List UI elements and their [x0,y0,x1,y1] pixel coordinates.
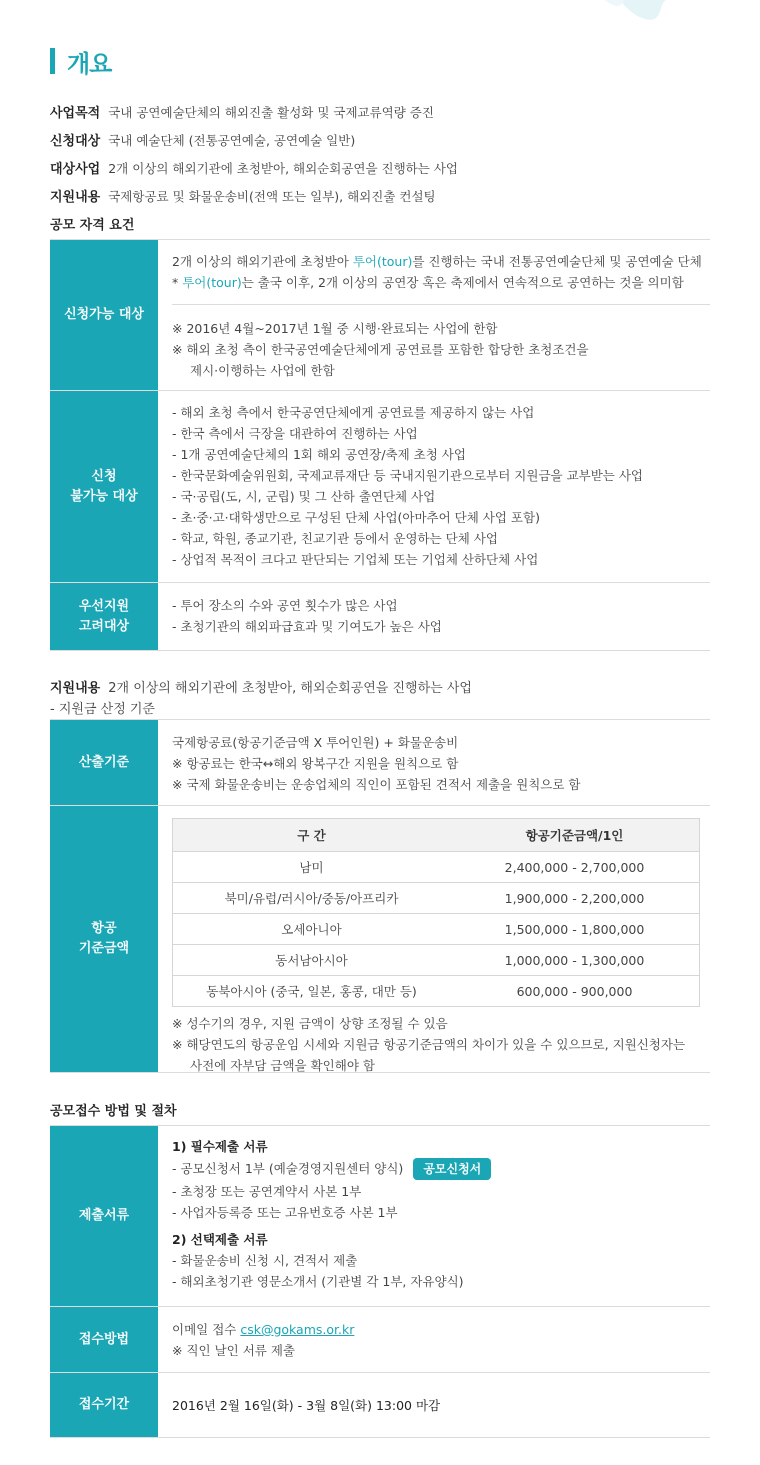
ineligible-item: - 해외 초청 측에서 한국공연단체에게 공연료를 제공하지 않는 사업 [172,405,535,420]
fare-head-amount: 항공기준금액/1인 [450,819,700,852]
support-summary: 지원내용 2개 이상의 해외기관에 초청받아, 해외순회공연을 진행하는 사업 [50,681,472,696]
table-row: 남미 2,400,000 - 2,700,000 [173,852,700,883]
eligible-tour-note: * 투어(tour)는 출국 이후, 2개 이상의 공연장 혹은 축제에서 연속적으로 공연하는 것을 의미함 [172,275,684,290]
ineligible-item: - 상업적 목적이 크다고 판단되는 기업체 또는 기업체 산하단체 사업 [172,552,539,567]
docs-row [50,1126,710,1307]
procedure-table [50,1125,710,1438]
required-docs-title: 1) 필수제출 서류 [172,1139,268,1154]
table-row: 북미/유럽/러시아/중동/아프리카 1,900,000 - 2,200,000 [173,883,700,914]
period-value: 2016년 2월 16일(화) - 3월 8일(화) 13:00 마감 [172,1397,441,1413]
period-row [50,1373,710,1438]
eligible-desc: 2개 이상의 해외기관에 초청받아 투어(tour)를 진행하는 국내 전통공연예술단체 및 공연예술 단체 [172,254,702,269]
fare-table [172,818,700,1007]
optional-doc-item: - 화물운송비 신청 시, 견적서 제출 [172,1253,358,1268]
table-row: 동서남아시아 1,000,000 - 1,300,000 [173,945,700,976]
eligibility-heading: 공모 자격 요건 [50,218,135,233]
ineligible-label: 신청 불가능 대상 [50,391,158,582]
email-link[interactable]: csk@gokams.or.kr [240,1322,355,1337]
page-title: 개요 [50,45,111,77]
fare-note: ※ 성수기의 경우, 지원 금액이 상향 조정될 수 있음 [172,1016,448,1031]
eligible-label: 신청가능 대상 [50,240,158,390]
ineligible-item: - 1개 공연예술단체의 1회 해외 공연장/축제 초청 사업 [172,447,466,462]
optional-doc-item: - 해외초청기관 영문소개서 (기관별 각 1부, 자유양식) [172,1274,464,1289]
title-bar-icon [50,48,55,74]
overview-item: 사업목적 국내 공연예술단체의 해외진출 활성화 및 국제교류역량 증진 [50,105,434,121]
ineligible-item: - 한국 측에서 극장을 대관하여 진행하는 사업 [172,426,418,441]
ineligible-item: - 국·공립(도, 시, 군립) 및 그 산하 출연단체 사업 [172,489,436,504]
eligibility-table [50,239,710,651]
ineligible-item: - 초·중·고·대학생만으로 구성된 단체 사업(아마추어 단체 사업 포함) [172,510,540,525]
calc-line: ※ 항공료는 한국↔해외 왕복구간 지원을 원칙으로 함 [172,756,459,771]
required-doc-item: - 사업자등록증 또는 고유번호증 사본 1부 [172,1205,398,1220]
table-row: 오세아니아 1,500,000 - 1,800,000 [173,914,700,945]
overview-item: 지원내용 국제항공료 및 화물운송비(전액 또는 일부), 해외진출 컨설팅 [50,189,436,205]
docs-label: 제출서류 [50,1126,158,1306]
calc-row [50,720,710,806]
eligible-note: 제시·이행하는 사업에 한함 [190,363,335,378]
period-label: 접수기간 [50,1373,158,1437]
overview-item: 신청대상 국내 예술단체 (전통공연예술, 공연예술 일반) [50,133,356,149]
ineligible-item: - 학교, 학원, 종교기관, 친교기관 등에서 운영하는 단체 사업 [172,531,498,546]
application-form-button[interactable]: 공모신청서 [413,1158,491,1180]
eligible-note: ※ 해외 초청 측이 한국공연예술단체에게 공연료를 포함한 합당한 초청조건을 [172,342,589,357]
fare-row [50,806,710,1073]
fare-note: 사전에 자부담 금액을 확인해야 함 [190,1058,375,1073]
procedure-heading: 공모접수 방법 및 절차 [50,1104,177,1119]
calc-line: ※ 국제 화물운송비는 운송업체의 직인이 포함된 견적서 제출을 원칙으로 함 [172,777,581,792]
method-row: 접수방법 이메일 접수 csk@gokams.or.kr ※ 직인 날인 서류 제출 [50,1307,710,1373]
required-doc-item: - 공모신청서 1부 (예술경영지원센터 양식) 공모신청서 [172,1157,710,1181]
fare-head-region: 구 간 [173,819,451,852]
method-label: 접수방법 [50,1307,158,1372]
priority-item: - 초청기관의 해외파급효과 및 기여도가 높은 사업 [172,619,442,634]
ineligible-item: - 한국문화예술위원회, 국제교류재단 등 국내지원기관으로부터 지원금을 교부받는 사업 [172,468,643,483]
fare-note: ※ 해당연도의 항공운임 시세와 지원금 항공기준금액의 차이가 있을 수 있으므로, 지원신청자는 [172,1037,686,1052]
table-row: 동북아시아 (중국, 일본, 홍콩, 대만 등) 600,000 - 900,000 [173,976,700,1007]
priority-item: - 투어 장소의 수와 공연 횟수가 많은 사업 [172,598,398,613]
priority-label: 우선지원 고려대상 [50,583,158,650]
eligible-row [50,240,710,391]
decorative-splash [600,0,680,36]
support-subheading: - 지원금 산정 기준 [50,702,155,717]
required-doc-item: - 초청장 또는 공연계약서 사본 1부 [172,1184,362,1199]
optional-docs-title: 2) 선택제출 서류 [172,1232,268,1247]
ineligible-row [50,391,710,583]
calc-label: 산출기준 [50,720,158,805]
fare-label: 항공 기준금액 [50,806,158,1072]
overview-item: 대상사업 2개 이상의 해외기관에 초청받아, 해외순회공연을 진행하는 사업 [50,161,458,177]
eligible-note: ※ 2016년 4월~2017년 1월 중 시행·완료되는 사업에 한함 [172,321,498,336]
support-table [50,719,710,1073]
method-note: ※ 직인 날인 서류 제출 [172,1343,295,1358]
calc-line: 국제항공료(항공기준금액 X 투어인원) + 화물운송비 [172,735,459,750]
priority-row [50,583,710,651]
